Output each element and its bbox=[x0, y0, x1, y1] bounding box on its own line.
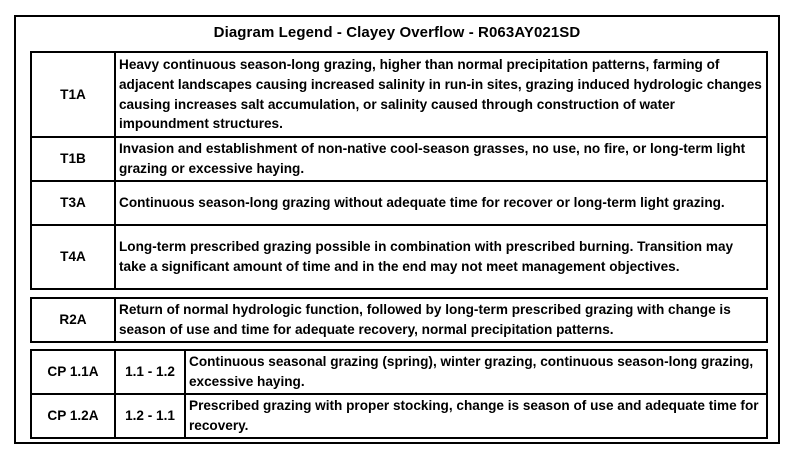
community-pathways-table bbox=[30, 349, 768, 439]
table-row bbox=[31, 350, 767, 394]
table-row bbox=[31, 225, 767, 289]
legend-frame bbox=[14, 15, 780, 444]
table-row bbox=[31, 137, 767, 181]
transition-code-t4a: T4A bbox=[31, 225, 115, 289]
table-row bbox=[31, 181, 767, 225]
transition-description-t3a: Continuous season-long grazing without adequate time for recover or long-term light grazing. bbox=[115, 181, 767, 225]
pathway-description-cp-1-1a: Continuous seasonal grazing (spring), winter grazing, continuous season-long grazing, excessive haying. bbox=[185, 350, 767, 394]
transition-code-t3a: T3A bbox=[31, 181, 115, 225]
table-row bbox=[31, 52, 767, 137]
transition-description-t4a: Long-term prescribed grazing possible in combination with prescribed burning. Transition may take a significant amount of time and in the end may not meet management objectives. bbox=[115, 225, 767, 289]
pathway-states-1-1-to-1-2: 1.1 - 1.2 bbox=[115, 350, 185, 394]
transition-description-t1b: Invasion and establishment of non-native cool-season grasses, no use, no fire, or long-term light grazing or excessive haying. bbox=[115, 137, 767, 181]
pathway-description-cp-1-2a: Prescribed grazing with proper stocking, change is season of use and adequate time for recovery. bbox=[185, 394, 767, 438]
restoration-description-r2a: Return of normal hydrologic function, followed by long-term prescribed grazing with change is season of use and time for adequate recovery, normal precipitation patterns. bbox=[115, 298, 767, 342]
pathway-code-cp-1-2a: CP 1.2A bbox=[31, 394, 115, 438]
restorations-table bbox=[30, 297, 768, 343]
table-row bbox=[31, 394, 767, 438]
transitions-table bbox=[30, 51, 768, 290]
restoration-code-r2a: R2A bbox=[31, 298, 115, 342]
table-row bbox=[31, 298, 767, 342]
pathway-states-1-2-to-1-1: 1.2 - 1.1 bbox=[115, 394, 185, 438]
transition-description-t1a: Heavy continuous season-long grazing, higher than normal precipitation patterns, farming of adjacent landscapes causing increased salinity in run-in sites, grazing induced hydrologic changes causing increases salt accumulation, or salinity caused through construction of water impoundment structures. bbox=[115, 52, 767, 137]
transition-code-t1b: T1B bbox=[31, 137, 115, 181]
transition-code-t1a: T1A bbox=[31, 52, 115, 137]
legend-title: Diagram Legend - Clayey Overflow - R063AY021SD bbox=[213, 24, 581, 41]
pathway-code-cp-1-1a: CP 1.1A bbox=[31, 350, 115, 394]
